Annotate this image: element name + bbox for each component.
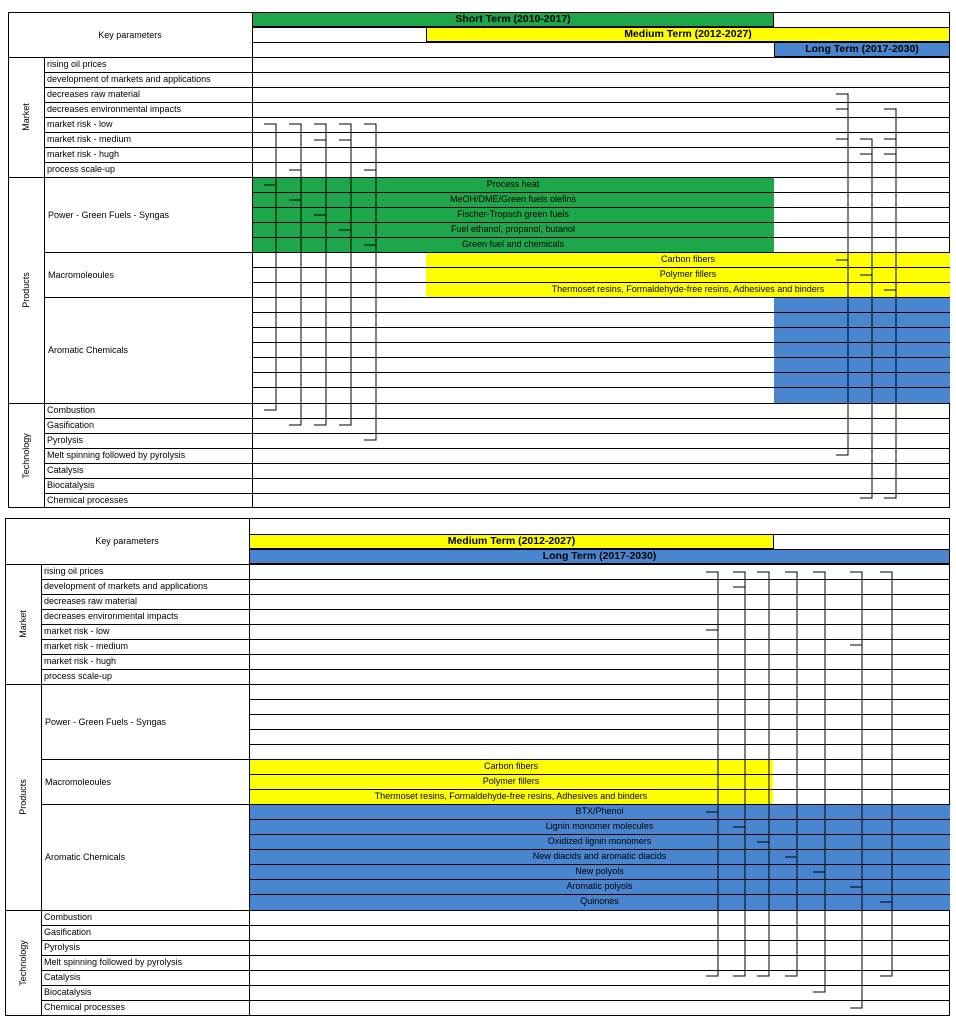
- bottom-macro-product-0: Carbon fibers: [249, 759, 773, 774]
- bottom-tech-row-1: Gasification: [44, 927, 92, 937]
- bottom-tech-row-5: Biocatalysis: [44, 987, 92, 997]
- top-power-product-3: Fuel ethanol, propanol, butanol: [252, 222, 774, 237]
- bottom-bracket: [733, 572, 745, 976]
- top-market-row-0: rising oil prices: [47, 59, 107, 69]
- top-group-power: Power - Green Fuels - Syngas: [48, 209, 170, 220]
- bottom-market-row-0: rising oil prices: [44, 566, 104, 576]
- top-medium-term-bar: Medium Term (2012-2027): [426, 27, 950, 42]
- bottom-group-power: Power - Green Fuels - Syngas: [45, 716, 167, 727]
- bottom-macro-product-1: Polymer fillers: [249, 774, 773, 789]
- top-power-product-0: Process heat: [252, 177, 774, 192]
- bottom-aromatic-product-5: Aromatic polyols: [249, 879, 950, 894]
- bottom-category-market: Market: [17, 610, 28, 638]
- bottom-bracket: [706, 572, 718, 976]
- bottom-category-products: Products: [18, 779, 28, 815]
- bottom-tech-row-6: Chemical processes: [44, 1002, 126, 1012]
- top-tech-row-4: Catalysis: [47, 465, 84, 475]
- top-category-products: Products: [21, 272, 31, 308]
- top-market-row-7: process scale-up: [47, 164, 116, 174]
- bottom-market-row-2: decreases raw material: [44, 596, 138, 606]
- top-power-product-2: Fischer-Tropsch green fuels: [252, 207, 774, 222]
- top-market-row-6: market risk - hugh: [47, 149, 120, 159]
- bottom-key-parameters: Key parameters: [95, 536, 159, 546]
- bottom-bracket: [813, 572, 825, 992]
- bottom-bracket: [757, 572, 769, 976]
- top-tech-row-6: Chemical processes: [47, 495, 129, 505]
- top-power-product-1: MeOH/DME/Green fuels olefins: [252, 192, 774, 207]
- top-short-term-bar: Short Term (2010-2017): [252, 12, 774, 27]
- top-tech-row-1: Gasification: [47, 420, 95, 430]
- top-group-macro: Macromoleoules: [48, 269, 115, 280]
- top-category-market: Market: [20, 103, 31, 131]
- top-tech-row-2: Pyrolysis: [47, 435, 84, 445]
- top-tech-row-3: Melt spinning followed by pyrolysis: [47, 450, 186, 460]
- bottom-tech-row-2: Pyrolysis: [44, 942, 81, 952]
- bottom-aromatic-product-6: Quinones: [249, 894, 950, 910]
- bottom-aromatic-product-2: Oxidized lignin monomers: [249, 834, 950, 849]
- top-tech-row-5: Biocatalysis: [47, 480, 95, 490]
- top-market-row-1: development of markets and applications: [47, 74, 211, 84]
- bottom-tech-row-3: Melt spinning followed by pyrolysis: [44, 957, 183, 967]
- top-macro-product-0: Carbon fibers: [426, 252, 950, 267]
- bottom-market-row-1: development of markets and applications: [44, 581, 208, 591]
- bottom-long-term-bar: Long Term (2017-2030): [249, 549, 950, 564]
- top-market-row-5: market risk - medium: [47, 134, 132, 144]
- top-market-row-4: market risk - low: [47, 119, 113, 129]
- top-macro-product-1: Polymer fillers: [426, 267, 950, 282]
- bottom-group-aromatic: Aromatic Chemicals: [45, 852, 126, 862]
- top-key-parameters: Key parameters: [98, 29, 162, 40]
- bottom-bracket: [850, 572, 862, 1008]
- bottom-category-technology: Technology: [18, 940, 29, 986]
- top-macro-product-2: Thermoset resins, Formaldehyde-free resins, Adhesives and binders: [426, 282, 950, 297]
- top-market-row-2: decreases raw material: [47, 89, 141, 99]
- bottom-aromatic-product-1: Lignin monomer molecules: [249, 819, 950, 834]
- bottom-tech-row-0: Combustion: [44, 912, 93, 922]
- top-market-row-3: decreases environmental impacts: [47, 104, 182, 114]
- bottom-market-row-7: process scale-up: [44, 671, 113, 681]
- bottom-medium-term-bar: Medium Term (2012-2027): [249, 534, 774, 549]
- bottom-market-row-6: market risk - hugh: [44, 656, 117, 666]
- bottom-aromatic-product-4: New polyols: [249, 864, 950, 879]
- top-tech-row-0: Combustion: [47, 405, 96, 415]
- top-long-term-bar: Long Term (2017-2030): [774, 42, 950, 57]
- bottom-tech-row-4: Catalysis: [44, 972, 81, 982]
- top-power-product-4: Green fuel and chemicals: [252, 237, 774, 252]
- bottom-bracket: [785, 572, 797, 976]
- bottom-market-row-5: market risk - medium: [44, 641, 129, 651]
- bottom-market-row-3: decreases environmental impacts: [44, 611, 179, 621]
- bottom-aromatic-product-0: BTX/Phenol: [249, 804, 950, 819]
- top-category-technology: Technology: [21, 432, 32, 479]
- bottom-market-row-4: market risk - low: [44, 626, 110, 636]
- bottom-bracket: [880, 572, 892, 976]
- top-group-aromatic: Aromatic Chemicals: [48, 345, 129, 355]
- bottom-aromatic-product-3: New diacids and aromatic diacids: [249, 849, 950, 864]
- bottom-group-macro: Macromoleoules: [45, 776, 112, 787]
- bottom-macro-product-2: Thermoset resins, Formaldehyde-free resins, Adhesives and binders: [249, 789, 773, 804]
